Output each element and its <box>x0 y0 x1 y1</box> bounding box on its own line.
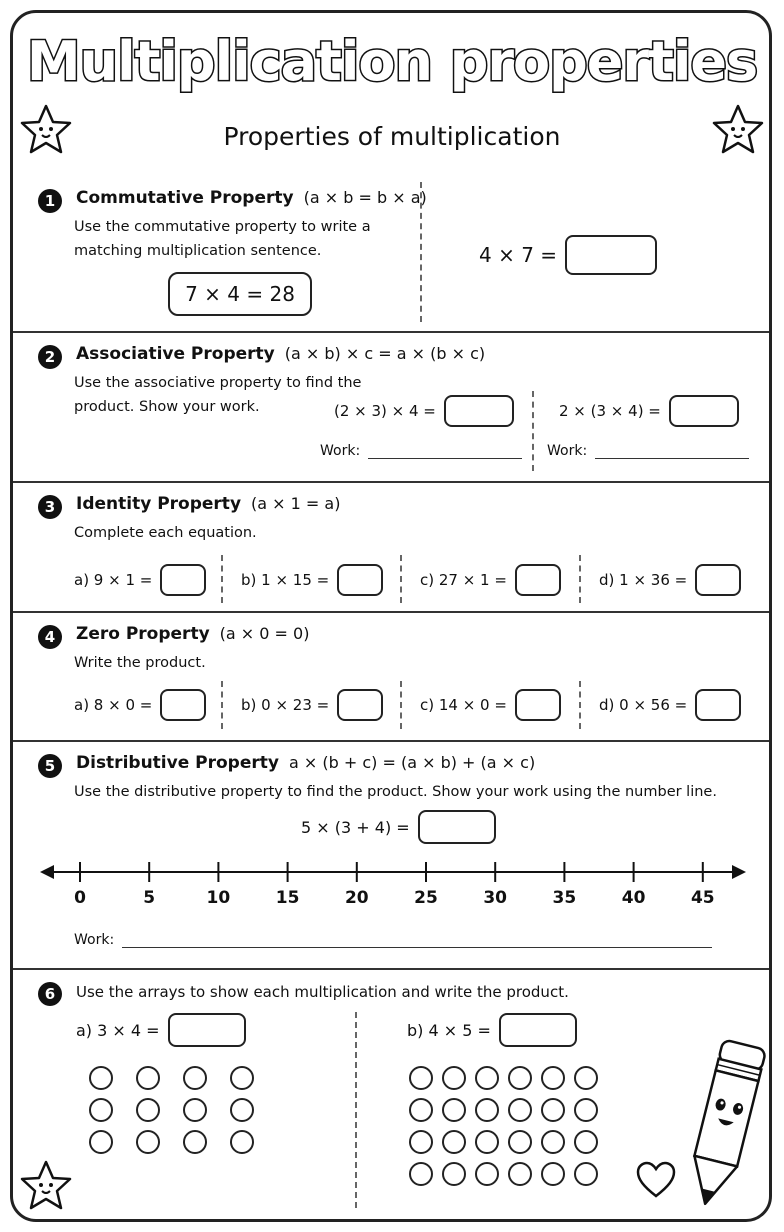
array-dot <box>409 1066 433 1090</box>
pencil-icon <box>681 1034 767 1214</box>
array-dot <box>541 1162 565 1186</box>
answer-box[interactable] <box>499 1013 577 1047</box>
equation-text: d) 1 × 36 = <box>599 571 688 589</box>
instruction: Complete each equation. <box>74 525 257 541</box>
work-line[interactable] <box>595 458 749 459</box>
array-dot <box>475 1130 499 1154</box>
tick-label: 25 <box>414 888 438 908</box>
instruction-line-2: matching multiplication sentence. <box>74 243 322 259</box>
array-dot <box>136 1066 160 1090</box>
question-text: 2 × (3 × 4) = <box>559 402 661 420</box>
instruction-line-1: Use the associative property to find the <box>74 375 362 391</box>
work-label: Work: <box>547 443 588 459</box>
question <box>479 235 657 275</box>
array-dot <box>442 1098 466 1122</box>
question <box>301 810 496 844</box>
answer-box[interactable] <box>337 564 383 596</box>
section-heading <box>76 344 485 364</box>
array-dot <box>136 1098 160 1122</box>
array-dot <box>230 1066 254 1090</box>
property-name: Distributive Property <box>76 753 279 773</box>
equation-text: c) 14 × 0 = <box>420 696 507 714</box>
divider <box>400 555 402 603</box>
equation-text: c) 27 × 1 = <box>420 571 507 589</box>
divider <box>221 555 223 603</box>
array-dot <box>183 1066 207 1090</box>
section-number: 6 <box>38 982 62 1006</box>
equation-text: b) 0 × 23 = <box>241 696 330 714</box>
property-name: Identity Property <box>76 494 242 514</box>
array-dot <box>475 1066 499 1090</box>
array-dot <box>508 1130 532 1154</box>
answer-box[interactable] <box>695 564 741 596</box>
page-subtitle: Properties of multiplication <box>223 122 561 151</box>
array-dot <box>89 1130 113 1154</box>
section-number: 2 <box>38 345 62 369</box>
answer-box[interactable] <box>168 1013 246 1047</box>
divider <box>420 182 422 322</box>
equation-b <box>241 564 383 596</box>
array-dot <box>574 1130 598 1154</box>
question-text: 4 × 7 = <box>479 243 558 267</box>
section-identity <box>13 481 769 612</box>
divider <box>355 1012 357 1208</box>
array-b-question <box>407 1013 577 1047</box>
array-a-question <box>76 1013 246 1047</box>
array-dot <box>574 1098 598 1122</box>
array-dot <box>183 1098 207 1122</box>
answer-box[interactable] <box>444 395 514 427</box>
array-dot <box>442 1130 466 1154</box>
instruction-line-2: product. Show your work. <box>74 399 260 415</box>
answer-box[interactable] <box>160 689 206 721</box>
array-dot <box>574 1162 598 1186</box>
work <box>74 932 712 948</box>
divider <box>532 391 534 471</box>
array-dot <box>541 1098 565 1122</box>
tick-label: 20 <box>344 888 369 908</box>
instruction: Use the arrays to show each multiplication and write the product. <box>76 983 569 1001</box>
question-2 <box>559 395 739 427</box>
array-dot <box>541 1130 565 1154</box>
array-dot <box>409 1162 433 1186</box>
section-commutative <box>13 172 769 332</box>
work-label: Work: <box>320 443 361 459</box>
divider <box>400 681 402 729</box>
given-equation: 7 × 4 = 28 <box>168 272 312 316</box>
section-distributive <box>13 740 769 969</box>
section-number: 3 <box>38 495 62 519</box>
instruction: Use the distributive property to find the product. Show your work using the number line. <box>74 784 717 800</box>
tick-label: 35 <box>552 888 577 908</box>
star-icon-left <box>18 102 74 158</box>
question-text: b) 4 × 5 = <box>407 1020 491 1040</box>
answer-box[interactable] <box>565 235 657 275</box>
divider <box>579 555 581 603</box>
property-formula: (a × 0 = 0) <box>219 624 310 643</box>
divider <box>579 681 581 729</box>
instructions <box>74 215 371 263</box>
section-associative <box>13 331 769 482</box>
property-name: Zero Property <box>76 624 210 644</box>
section-heading <box>76 753 535 773</box>
section-heading <box>76 494 340 514</box>
equation-text: a) 9 × 1 = <box>74 571 153 589</box>
tick-label: 10 <box>206 888 231 908</box>
answer-box[interactable] <box>669 395 739 427</box>
star-icon-right <box>710 102 766 158</box>
array-dot <box>89 1066 113 1090</box>
equation-b <box>241 689 383 721</box>
equation-text: b) 1 × 15 = <box>241 571 330 589</box>
work-line[interactable] <box>368 458 522 459</box>
divider <box>221 681 223 729</box>
array-dot <box>136 1130 160 1154</box>
array-dot <box>508 1162 532 1186</box>
array-dot <box>230 1098 254 1122</box>
answer-box[interactable] <box>695 689 741 721</box>
property-formula: (a × b = b × a) <box>303 188 427 207</box>
array-dot <box>475 1098 499 1122</box>
heart-icon <box>635 1160 677 1200</box>
array-dot <box>89 1098 113 1122</box>
equation-a <box>74 564 206 596</box>
array-dot <box>508 1098 532 1122</box>
question-1 <box>334 395 514 427</box>
section-zero <box>13 611 769 741</box>
tick-label: 15 <box>275 888 300 908</box>
section-heading <box>76 983 569 1001</box>
array-dot <box>230 1130 254 1154</box>
property-name: Commutative Property <box>76 188 294 208</box>
array-dot <box>409 1130 433 1154</box>
number-line <box>38 857 748 887</box>
question-text: 5 × (3 + 4) = <box>301 817 410 837</box>
array-dot <box>183 1130 207 1154</box>
work-1 <box>320 443 522 459</box>
property-formula: (a × b) × c = a × (b × c) <box>284 344 486 363</box>
equation-c <box>420 689 561 721</box>
equation-text: d) 0 × 56 = <box>599 696 688 714</box>
section-number: 1 <box>38 189 62 213</box>
page-title: Multiplication properties <box>26 30 758 93</box>
array-dot <box>442 1162 466 1186</box>
tick-label: 30 <box>483 888 508 908</box>
instruction: Write the product. <box>74 655 206 671</box>
work-label: Work: <box>74 932 115 948</box>
section-heading <box>76 624 309 644</box>
question-text: a) 3 × 4 = <box>76 1020 160 1040</box>
tick-label: 40 <box>621 888 646 908</box>
equation-d <box>599 564 741 596</box>
array-dot <box>541 1066 565 1090</box>
array-dot <box>442 1066 466 1090</box>
array-dot <box>409 1098 433 1122</box>
tick-label: 45 <box>690 888 715 908</box>
section-number: 5 <box>38 754 62 778</box>
equation-c <box>420 564 561 596</box>
equation-a <box>74 689 206 721</box>
instruction-line-1: Use the commutative property to write a <box>74 219 371 235</box>
answer-box[interactable] <box>337 689 383 721</box>
section-number: 4 <box>38 625 62 649</box>
work-2 <box>547 443 749 459</box>
array-dot <box>574 1066 598 1090</box>
equation-text: a) 8 × 0 = <box>74 696 153 714</box>
section-heading <box>76 188 427 208</box>
property-formula: a × (b + c) = (a × b) + (a × c) <box>288 753 536 772</box>
tick-label: 0 <box>74 888 86 908</box>
section-arrays <box>13 968 769 1218</box>
tick-label: 5 <box>143 888 156 908</box>
answer-box[interactable] <box>418 810 496 844</box>
answer-box[interactable] <box>160 564 206 596</box>
answer-box[interactable] <box>515 564 561 596</box>
property-name: Associative Property <box>76 344 275 364</box>
answer-box[interactable] <box>515 689 561 721</box>
array-dot <box>475 1162 499 1186</box>
array-dot <box>508 1066 532 1090</box>
property-formula: (a × 1 = a) <box>251 494 341 513</box>
instructions <box>74 371 361 419</box>
equation-d <box>599 689 741 721</box>
question-text: (2 × 3) × 4 = <box>334 402 436 420</box>
work-line[interactable] <box>122 947 712 948</box>
